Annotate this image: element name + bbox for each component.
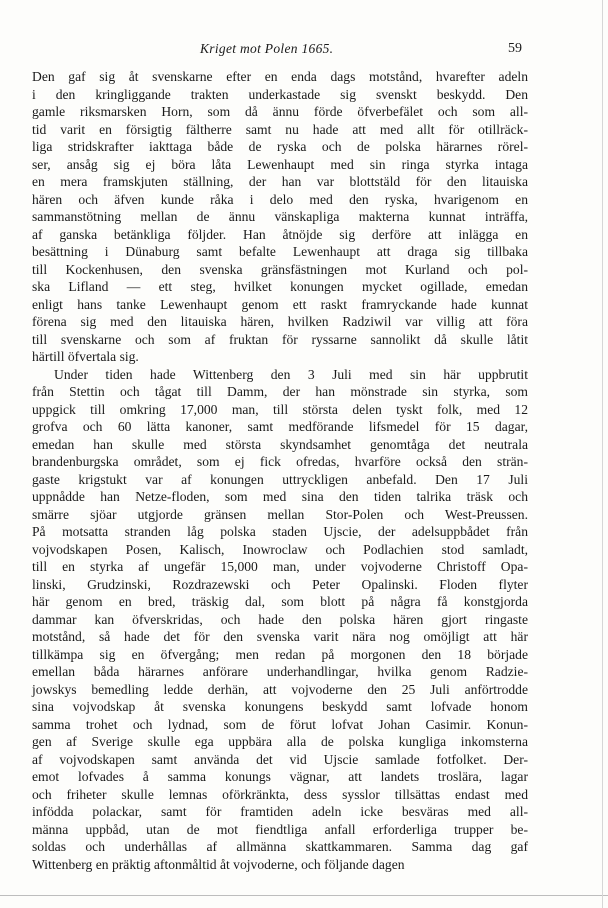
page-bottom-edge [0, 895, 608, 896]
text-line: emedan han skulle med största skyndsamhet genomtåga det neutrala [32, 436, 528, 452]
text-line: Under tiden hade Wittenberg den 3 Juli med sin här uppbrutit [54, 366, 528, 382]
text-line: uppgick till omkring 17,000 man, till största delen tyskt folk, med 12 [32, 401, 528, 417]
text-line: grofva och 60 lätta kanoner, samt medförande lifsmedel för 15 dagar, [32, 419, 528, 434]
text-line: förena sig med den litauiska hären, hvilken Radziwil var villig att föra [32, 314, 528, 329]
text-line: Wittenberg en präktig aftonmåltid åt vojvoderne, och följande dagen [32, 856, 405, 872]
text-line: soldas och underhållas af allmänna skattkammaren. Samma dag gaf [32, 839, 528, 854]
text-line: hären och äfven kunde råka i delo med den ryska, hvarigenom en [32, 191, 528, 207]
text-line: gen af Sverige skulle ega uppbära alla de polska kungliga inkomsterna [32, 734, 528, 749]
text-line: uppnådde han Netze-floden, som med sina den tiden talrika träsk och [32, 489, 528, 504]
text-line: till en styrka af ungefär 15,000 man, under vojvoderne Christoff Opa- [32, 559, 528, 574]
text-line: tillkämpa sig en öfvergång; men redan på morgonen den 18 började [32, 646, 528, 662]
paragraph [32, 68, 528, 366]
text-line: af ganska betänkliga följder. Han åtnöjde sig derföre att inlägga en [32, 226, 528, 242]
text-line: till Kockenhusen, den svenska gränsfästningen mot Kurland och pol- [32, 261, 528, 277]
text-line: enligt hans tanke Lewenhaupt genom ett raskt framryckande hade kunnat [32, 296, 528, 312]
text-line: tid varit en försigtig fältherre samt nu hade att med allt för otillräck- [32, 121, 528, 137]
text-line: liga stridskrafter iakttaga både de ryska och de polska härarnes rörel- [32, 139, 528, 154]
text-line: här genom en bred, träskig dal, som blott på några få konstgjorda [32, 594, 528, 609]
text-line: På motsatta stranden låg polska staden Ujscie, der adelsuppbådet från [32, 524, 528, 539]
running-title: Kriget mot Polen 1665. [200, 41, 334, 56]
text-line: emot lofvades å samma konungs vägnar, att landets troslära, lagar [32, 769, 528, 784]
text-line: besättning i Dünaburg samt befalte Lewenhaupt att draga sig tillbaka [32, 244, 528, 259]
text-line: och friheter skulle lemnas oförkränkta, dess sysslor tillsättas endast med [32, 786, 528, 802]
text-line: gamle riksmarsken Horn, som då ännu förde öfverbefälet och som all- [32, 104, 528, 119]
text-line: samma trohet och lydnad, som de förut lofvat Johan Casimir. Konun- [32, 716, 528, 732]
text-line: sina vojvodskap åt svenska konungens beskydd samt lofvade honom [32, 699, 528, 714]
text-line: vojvodskapen Posen, Kalisch, Inowroclaw och Podlachien stod samladt, [32, 541, 528, 557]
text-line: smärre sjöar utgjorde gränsen mellan Stor-Polen och West-Preussen. [32, 506, 528, 522]
text-line: från Stettin och tågat till Damm, der han mönstrade sin styrka, som [32, 384, 528, 399]
text-line: i den kringliggande trakten underkastade sig svenskt beskydd. Den [32, 86, 528, 102]
text-line: ska Lifland — ett steg, hvilket konungen mycket ogillade, emedan [32, 279, 528, 294]
page-number: 59 [508, 41, 522, 56]
text-line: sammanstötning mellan de ännu vänskapliga makterna kunnat inträffa, [32, 209, 528, 224]
text-line: dammar kan öfverskridas, och hade den polska hären gjort ringaste [32, 611, 528, 627]
paragraph [32, 366, 528, 874]
text-line: infödda polackar, samt för framtiden adeln icke besväras med all- [32, 804, 528, 819]
text-line: gaste krigstukt var af konungen uttryckligen anbefald. Den 17 Juli [32, 471, 528, 487]
text-line: männa uppbåd, utan de mot fiendtliga anfall erforderliga trupper be- [32, 821, 528, 837]
text-line: emellan båda härarnes anförare underhandlingar, hvilka genom Radzie- [32, 664, 528, 679]
text-line: linski, Grudzinski, Rozdrazewski och Peter Opalinski. Floden flyter [32, 576, 528, 592]
text-line: jowskys bemedling ledde derhän, att vojvoderne den 25 Juli anförtrodde [32, 681, 528, 697]
text-line: Den gaf sig åt svenskarne efter en enda dags motstånd, hvarefter adeln [32, 69, 528, 84]
page-right-edge [602, 0, 603, 908]
body-text [32, 68, 528, 873]
text-line: ser, ansåg sig ej böra låta Lewenhaupt med sin ringa styrka intaga [32, 156, 528, 172]
text-line: af vojvodskapen samt använda det vid Ujscie samlade fotfolket. Der- [32, 751, 528, 767]
text-line: till svenskarne och som af fruktan för ryssarne sannolikt då skulle låtit [32, 331, 528, 347]
text-line: en mera framskjuten ställning, der han var blottstäld för den litauiska [32, 174, 528, 189]
text-line: brandenburgska området, som ej fick ofredas, hvarföre också den strän- [32, 454, 528, 469]
page-header [0, 41, 608, 61]
text-line: härtill öfvertala sig. [32, 349, 139, 364]
text-line: motstånd, så hade det för den svenska varit nära nog omöjligt att här [32, 629, 528, 644]
